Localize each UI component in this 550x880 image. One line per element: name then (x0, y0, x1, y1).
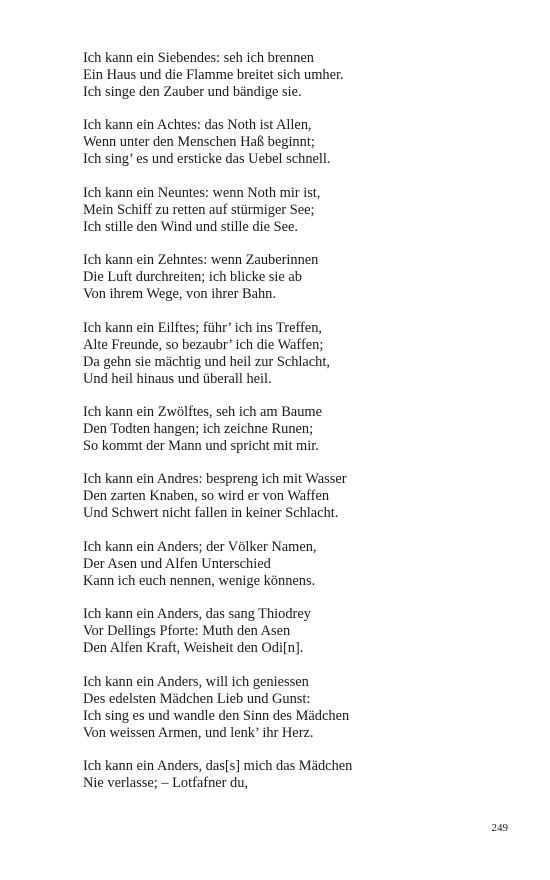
poem-line: Ich sing es und wandle den Sinn des Mädchen (83, 707, 350, 724)
poem-line: Den Todten hangen; ich zeichne Runen; (83, 420, 314, 437)
poem-line: Den zarten Knaben, so wird er von Waffen (83, 488, 330, 505)
poem-line: Ich kann ein Zwölftes, seh ich am Baume (83, 403, 322, 420)
poem-line: Ich kann ein Neuntes: wenn Noth mir ist, (83, 184, 321, 201)
poem-line: Ich sing’ es und ersticke das Uebel schnell. (83, 151, 331, 168)
stanza (83, 539, 503, 590)
poem-line: Ich kann ein Anders, das[s] mich das Mädchen (83, 757, 353, 774)
stanza (83, 606, 503, 657)
stanza (83, 404, 503, 455)
poem-line: Da gehn sie mächtig und heil zur Schlacht, (83, 353, 330, 370)
page-number: 249 (491, 822, 508, 834)
poem-line: Ich kann ein Zehntes: wenn Zauberinnen (83, 252, 319, 269)
poem-line: Ich kann ein Anders, das sang Thiodrey (83, 606, 311, 623)
poem-line: Kann ich euch nennen, wenige könnens. (83, 572, 316, 589)
poem-line: Ich kann ein Eilftes; führ’ ich ins Treffen, (83, 319, 322, 336)
poem-line: Ich kann ein Andres: bespreng ich mit Wasser (83, 471, 347, 488)
poem-line: Von ihrem Wege, von ihrer Bahn. (83, 286, 276, 303)
poem-line: Vor Dellings Pforte: Muth den Asen (83, 623, 291, 640)
poem-line: Und Schwert nicht fallen in keiner Schlacht. (83, 505, 339, 522)
poem-line: Ich kann ein Achtes: das Noth ist Allen, (83, 117, 312, 134)
poem-line: Ich singe den Zauber und bändige sie. (83, 84, 302, 100)
poem-line: Ich stille den Wind und stille die See. (83, 218, 298, 235)
stanza (83, 758, 503, 792)
poem-line: Den Alfen Kraft, Weisheit den Odi[n]. (83, 640, 304, 657)
poem-line: Mein Schiff zu retten auf stürmiger See; (83, 201, 315, 218)
poem-line: Ein Haus und die Flamme breitet sich umher. (83, 67, 344, 83)
poem-line: Ich kann ein Anders; der Völker Namen, (83, 538, 317, 555)
poem-line: Wenn unter den Menschen Haß beginnt; (83, 134, 315, 151)
poem-text (83, 50, 503, 808)
stanza (83, 320, 503, 388)
poem-line: Alte Freunde, so bezaubr’ ich die Waffen; (83, 336, 324, 353)
poem-line: Die Luft durchreiten; ich blicke sie ab (83, 269, 302, 286)
poem-line: Ich kann ein Anders, will ich geniessen (83, 673, 309, 690)
stanza (83, 50, 503, 101)
poem-line: Von weissen Armen, und lenk’ ihr Herz. (83, 724, 314, 741)
poem-line: Nie verlasse; – Lotfafner du, (83, 774, 249, 791)
poem-line: Des edelsten Mädchen Lieb und Gunst: (83, 690, 311, 707)
stanza (83, 674, 503, 742)
poem-line: Der Asen und Alfen Unterschied (83, 555, 271, 572)
poem-line: So kommt der Mann und spricht mit mir. (83, 437, 319, 454)
stanza (83, 185, 503, 236)
stanza (83, 117, 503, 168)
stanza (83, 252, 503, 303)
stanza (83, 471, 503, 522)
poem-line: Ich kann ein Siebendes: seh ich brennen (83, 50, 314, 66)
poem-line: Und heil hinaus und überall heil. (83, 370, 272, 387)
